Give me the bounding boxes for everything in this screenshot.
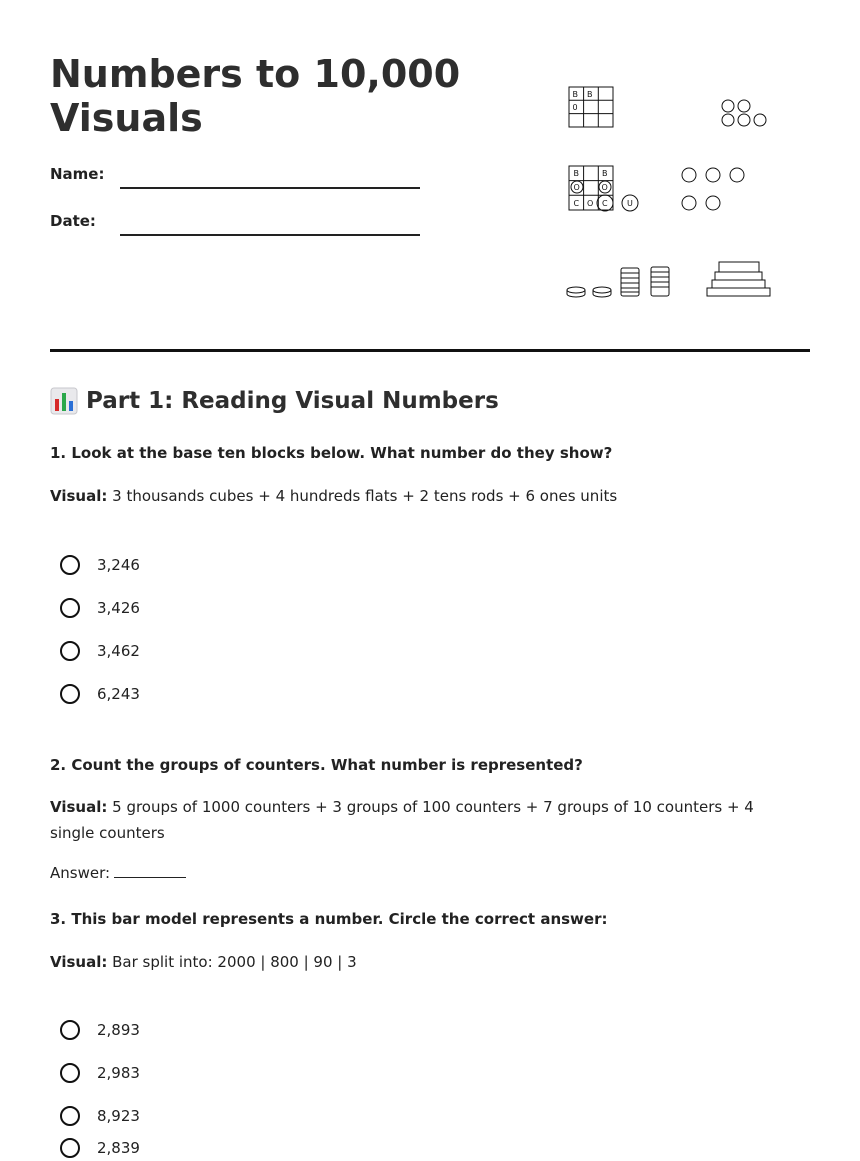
- date-label: Date:: [50, 212, 96, 230]
- date-field[interactable]: [120, 234, 420, 236]
- option-label: 8,923: [97, 1107, 140, 1125]
- visual-text: 5 groups of 1000 counters + 3 groups of 100 counters + 7 groups of 10 counters + 4 single counters: [50, 798, 754, 842]
- q3-option-d[interactable]: [60, 1135, 140, 1161]
- option-label: 2,983: [97, 1064, 140, 1082]
- option-label: 2,893: [97, 1021, 140, 1039]
- header-divider: [50, 349, 810, 352]
- option-label: 3,426: [97, 599, 140, 617]
- option-label: 3,246: [97, 556, 140, 574]
- radio-button[interactable]: [60, 1020, 80, 1040]
- visual-label: Visual:: [50, 953, 108, 971]
- radio-button[interactable]: [60, 1138, 80, 1158]
- visual-text: 3 thousands cubes + 4 hundreds flats + 2 tens rods + 6 ones units: [112, 487, 618, 505]
- grid2-letter: B: [602, 169, 608, 178]
- title-line-1: Numbers to 10,000: [50, 52, 461, 96]
- q1-option-a[interactable]: [60, 552, 140, 578]
- question-2-answer: [50, 863, 186, 882]
- answer-label: Answer:: [50, 864, 111, 882]
- grid2-letter: O: [587, 199, 594, 208]
- title-line-2: Visuals: [50, 96, 203, 140]
- name-label: Name:: [50, 165, 105, 183]
- question-1-prompt: 1. Look at the base ten blocks below. What number do they show?: [50, 444, 613, 462]
- counters-row-icon: [682, 168, 744, 210]
- q1-option-c[interactable]: [60, 638, 140, 664]
- name-field[interactable]: [120, 187, 420, 189]
- q1-option-b[interactable]: [60, 595, 140, 621]
- grid1-letter: B: [587, 90, 593, 99]
- grid2-letter: C: [602, 199, 608, 208]
- q3-option-c[interactable]: [60, 1103, 140, 1129]
- radio-button[interactable]: [60, 598, 80, 618]
- radio-button[interactable]: [60, 1106, 80, 1126]
- radio-button[interactable]: [60, 641, 80, 661]
- radio-button[interactable]: [60, 684, 80, 704]
- bar-chart-icon: [50, 387, 78, 415]
- option-label: 2,839: [97, 1139, 140, 1157]
- stacked-flats-icon: [707, 262, 770, 296]
- question-3-prompt: 3. This bar model represents a number. Circle the correct answer:: [50, 910, 608, 928]
- coin-stacks-icon: [567, 267, 669, 297]
- visual-text: Bar split into: 2000 | 800 | 90 | 3: [112, 953, 357, 971]
- visual-label: Visual:: [50, 487, 108, 505]
- answer-blank[interactable]: [114, 863, 186, 878]
- visual-label: Visual:: [50, 798, 108, 816]
- option-label: 3,462: [97, 642, 140, 660]
- worksheet-title: [50, 52, 490, 140]
- grid2-letter: C: [573, 199, 580, 208]
- option-label: 6,243: [97, 685, 140, 703]
- q3-option-b[interactable]: [60, 1060, 140, 1086]
- question-1-visual: [50, 483, 780, 509]
- grid1-letter: 0: [572, 103, 578, 112]
- manipulatives-illustration: [560, 80, 790, 310]
- q3-option-a[interactable]: [60, 1017, 140, 1043]
- grid2-letter: O: [573, 183, 580, 192]
- question-3-visual: [50, 949, 780, 975]
- q1-option-d[interactable]: [60, 681, 140, 707]
- section-title-text: Part 1: Reading Visual Numbers: [86, 388, 499, 414]
- radio-button[interactable]: [60, 1063, 80, 1083]
- question-2-prompt: 2. Count the groups of counters. What number is represented?: [50, 756, 583, 774]
- radio-button[interactable]: [60, 555, 80, 575]
- grid2-letter: O: [601, 183, 608, 192]
- section-title: [50, 387, 499, 415]
- counters-group-icon: [722, 100, 766, 126]
- grid2-letter: B: [573, 169, 579, 178]
- question-2-visual: [50, 794, 780, 846]
- grid2-letter: U: [627, 199, 633, 208]
- grid1-letter: B: [572, 90, 578, 99]
